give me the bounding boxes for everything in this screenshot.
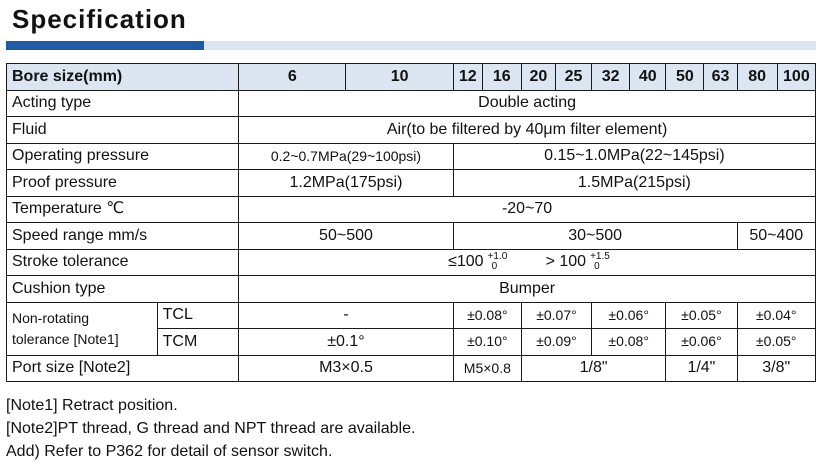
row-label: Temperature ℃ [7, 196, 239, 223]
row-label: Proof pressure [7, 170, 239, 197]
bore-size-cell: 10 [346, 64, 453, 91]
bore-size-cell: 25 [555, 64, 591, 91]
port-size-value: M5×0.8 [453, 355, 521, 382]
row-label: Operating pressure [7, 143, 239, 170]
bore-size-cell: 16 [482, 64, 521, 91]
bore-size-cell: 100 [777, 64, 815, 91]
temperature-value: -20~70 [239, 196, 816, 223]
bore-size-cell: 6 [239, 64, 346, 91]
tcl-value: ±0.06° [592, 302, 666, 329]
proof-pressure-large: 1.5MPa(215psi) [453, 170, 815, 197]
bore-size-cell: 63 [704, 64, 737, 91]
tcl-label: TCL [157, 302, 239, 329]
row-label: Port size [Note2] [7, 355, 239, 382]
table-row [7, 196, 816, 223]
cushion-type-value: Bumper [239, 276, 816, 303]
row-label: Stroke tolerance [7, 249, 239, 276]
operating-pressure-small: 0.2~0.7MPa(29~100psi) [239, 143, 454, 170]
non-rotating-label [7, 302, 158, 355]
tcm-value: ±0.06° [666, 329, 737, 356]
bore-size-cell: 50 [666, 64, 704, 91]
port-size-value: 1/8" [521, 355, 665, 382]
table-row [7, 276, 816, 303]
bore-size-label: Bore size(mm) [7, 64, 239, 91]
row-label: Fluid [7, 117, 239, 144]
tcm-value: ±0.10° [453, 329, 521, 356]
bore-size-cell: 40 [630, 64, 666, 91]
tolerance-upper: +1.5 [590, 251, 610, 263]
acting-type-value: Double acting [239, 90, 816, 117]
port-size-value: 3/8" [737, 355, 816, 382]
stroke-tolerance-value [239, 249, 816, 276]
header-row [7, 64, 816, 91]
row-label: Speed range mm/s [7, 223, 239, 250]
specification-table [6, 63, 816, 382]
stroke-tolerance-b-limits [590, 251, 610, 273]
tcm-value: ±0.05° [737, 329, 816, 356]
note-line: [Note1] Retract position. [6, 397, 178, 414]
tcm-label: TCM [157, 329, 239, 356]
table-row [7, 170, 816, 197]
bore-size-cell: 20 [521, 64, 555, 91]
stroke-tolerance-a-limits [487, 251, 508, 273]
note-line: Add) Refer to P362 for detail of sensor switch. [6, 443, 333, 460]
table-row [7, 117, 816, 144]
tolerance-lower: 0 [594, 261, 600, 273]
tcl-value: ±0.04° [737, 302, 816, 329]
stroke-tolerance-a: ≤100 [448, 253, 484, 271]
table-row [7, 223, 816, 250]
title-underline-accent [6, 41, 204, 50]
table-row [7, 249, 816, 276]
bore-size-cell: 32 [592, 64, 630, 91]
table-row [7, 302, 816, 329]
tolerance-upper: +1.0 [487, 251, 508, 263]
speed-range-mid: 30~500 [453, 223, 737, 250]
port-size-value: 1/4" [666, 355, 737, 382]
tcm-value: ±0.09° [521, 329, 591, 356]
bore-size-cell: 12 [453, 64, 482, 91]
title-underline [6, 41, 816, 50]
tcl-value: ±0.07° [521, 302, 591, 329]
tcl-value: ±0.08° [453, 302, 521, 329]
non-rotating-label-line2: tolerance [Note1] [12, 330, 119, 347]
note-line: [Note2]PT thread, G thread and NPT thread are available. [6, 420, 416, 437]
stroke-tolerance-b: > 100 [545, 253, 587, 271]
tolerance-lower: 0 [491, 261, 498, 273]
page-title: Specification [12, 4, 187, 34]
operating-pressure-large: 0.15~1.0MPa(22~145psi) [453, 143, 815, 170]
speed-range-large: 50~400 [737, 223, 816, 250]
table-row [7, 355, 816, 382]
notes [6, 394, 415, 463]
port-size-value: M3×0.5 [239, 355, 454, 382]
fluid-value: Air(to be filtered by 40μm filter element) [239, 117, 816, 144]
row-label: Cushion type [7, 276, 239, 303]
tcm-value: ±0.08° [592, 329, 666, 356]
bore-size-cell: 80 [737, 64, 777, 91]
proof-pressure-small: 1.2MPa(175psi) [239, 170, 454, 197]
tcl-value: - [239, 302, 454, 329]
speed-range-small: 50~500 [239, 223, 454, 250]
tcl-value: ±0.05° [666, 302, 737, 329]
non-rotating-label-line1: Non-rotating [12, 310, 90, 327]
table-row [7, 143, 816, 170]
row-label: Acting type [7, 90, 239, 117]
table-row [7, 90, 816, 117]
tcm-value: ±0.1° [239, 329, 454, 356]
